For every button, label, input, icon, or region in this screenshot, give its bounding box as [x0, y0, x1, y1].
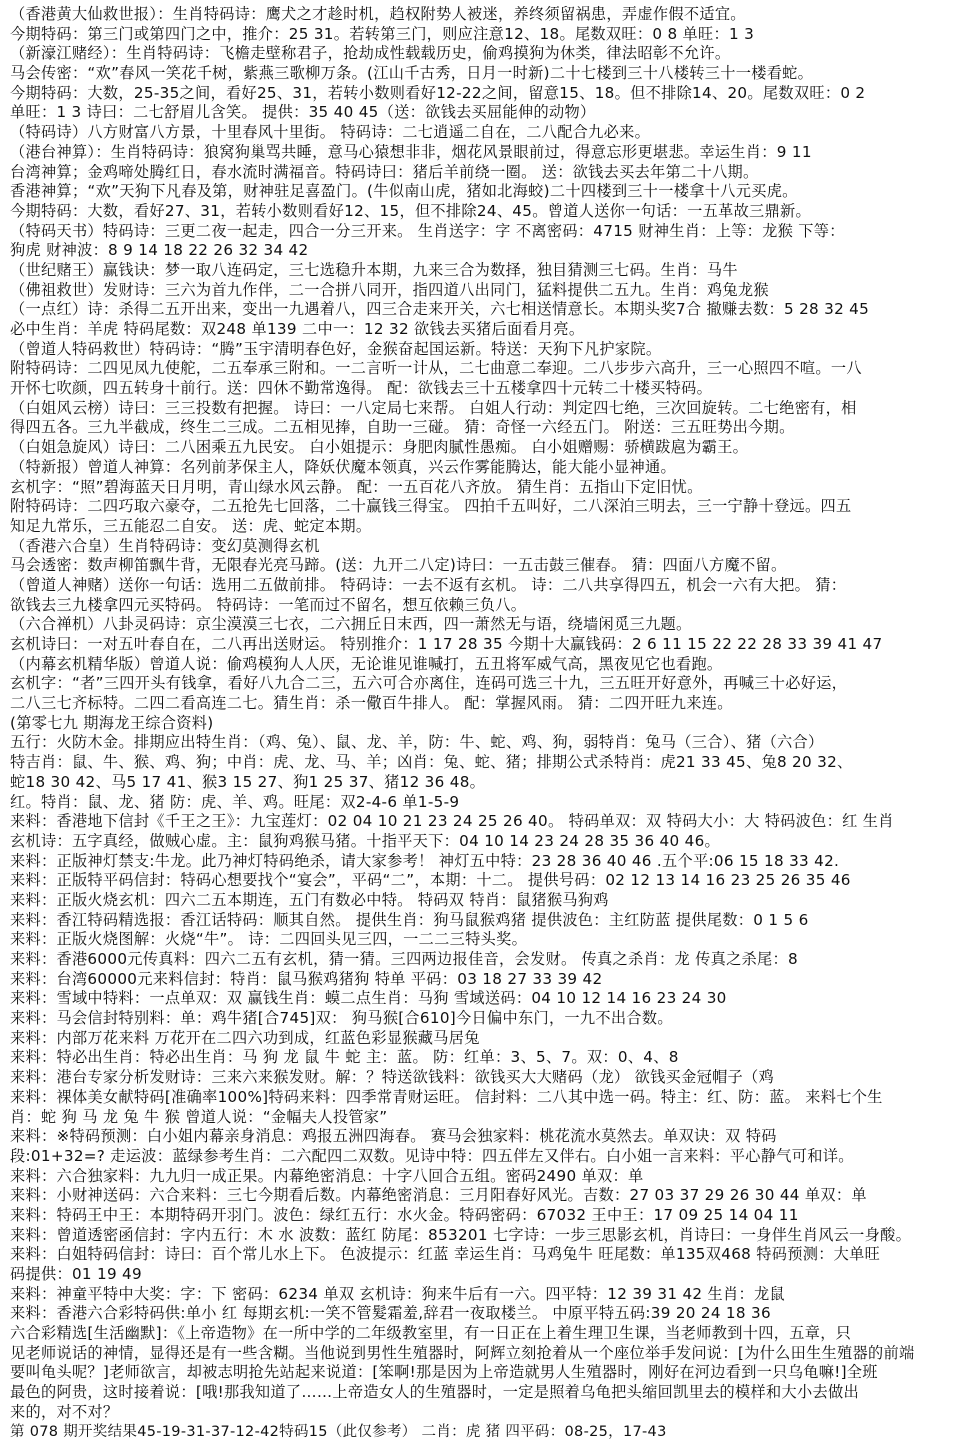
- text-line: （六合禅机）八卦灵码诗：京尘漠漠三七衣，二六拥丘日末西，四一萧然无与语，绕墙闲觅三九题。: [10, 615, 962, 635]
- text-line: （一点红）诗：杀得二五开出来，变出一九遇着八，四三合走来开关，六七相送情意长。本期头奖7合 撤赚去数：5 28 32 45: [10, 300, 962, 320]
- text-line: 台湾神算；金鸡啼处腾红日，春水流时满福音。特码诗曰：猪后羊前绕一圈。 送：欲钱去买去年第二十八期。: [10, 163, 962, 183]
- text-line: 肖：蛇 狗 马 龙 兔 牛 猴 曾道人说：“金幅夫人投管家”: [10, 1108, 962, 1128]
- text-line: 码提供：01 19 49: [10, 1265, 962, 1285]
- text-line: 要叫龟头呢？]老师欲言，却被志明抢先站起来说道：[笨啊!那是因为上帝造就男人生殖器时，刚好在河边看到一只乌龟嘛!]全班: [10, 1363, 962, 1383]
- text-line: （特码天书）特码诗：三更二夜一起走，四合一分三开来。 生肖送字：字 不离密码：4715 财神生肖：上等：龙猴 下等：: [10, 222, 962, 242]
- text-line: 来料：香港6000元传真料：四六二五有玄机，猜一猜。三四两边报佳音，会发财。 传真之杀肖：龙 传真之杀尾：8: [10, 950, 962, 970]
- text-line: （佛祖救世）发财诗：三六为首九作伴，二一合拼八同开，指四道八出同门，猛料提供二五九。生肖：鸡兔龙猴: [10, 281, 962, 301]
- text-line: 来料：内部万花来料 万花开在二四六功到成，红蓝色彩显猴藏马居兔: [10, 1029, 962, 1049]
- text-line: 特吉肖：鼠、牛、猴、鸡、狗；中肖：虎、龙、马、羊；凶肖：兔、蛇、猪；排期公式杀特肖：虎21 33 45、兔8 20 32、: [10, 753, 962, 773]
- text-line: 来料：雪域中特料：一点单双：双 赢钱生肖：蟆二点生肖：马狗 雪域送码：04 10 12 14 16 23 24 30: [10, 989, 962, 1009]
- text-line: 来料：小财神送码：六合来料：三七今期看后数。内幕绝密消息：三月阳春好风光。吉数：27 03 37 29 26 30 44 单双：单: [10, 1186, 962, 1206]
- text-line: 来料：台湾60000元来料信封：特肖：鼠马猴鸡猪狗 特单 平码：03 18 27 33 39 42: [10, 970, 962, 990]
- text-line: 来料：香港六合彩特码供:单小 红 每期玄机:一笑不管髮霜羞,辞君一夜取楼兰。 中原平特五码:39 20 24 18 36: [10, 1304, 962, 1324]
- text-line: 六合彩精选[生活幽默]：《上帝造物》在一所中学的二年级教室里，有一日正在上着生理卫生课，当老师教到十四，五章，只: [10, 1324, 962, 1344]
- text-line: 单旺：1 3 诗曰：二七舒眉儿含笑。 提供：35 40 45（送：欲钱去买屈能伸的动物）: [10, 103, 962, 123]
- text-line: （曾道人神赌）送你一句话：选用二五做前排。 特码诗：一去不返有玄机。 诗：二八共享得四五，机会一六有大把。 猜：: [10, 576, 962, 596]
- draw-result-footer: 第 078 期开奖结果45-19-31-37-12-42特码15（此仅参考） 二肖：虎 猪 四平码：08-25，17-43: [10, 1423, 962, 1442]
- text-line: 五行：火防木金。排期应出特生肖：（鸡、兔）、鼠、龙、羊，防：牛、蛇、鸡、狗，弱特肖：兔马（三合）、猪（六合）: [10, 733, 962, 753]
- text-line: 附特码诗：二四巧取六豪夺，二五抢先七回落，二十赢钱三得宝。 四拍千五叫好，二八深泊三明去，三一宁静十登远。四五: [10, 497, 962, 517]
- text-line: 来料：正版火烧图解：火烧“牛”。 诗：二四回头见三四，一二二三特头奖。: [10, 930, 962, 950]
- text-line: 来料：正版神灯禁支:牛龙。此乃神灯特码绝杀，请大家参考！ 神灯五中特：23 28 36 40 46 .五个平:06 15 18 33 42.: [10, 852, 962, 872]
- text-line: 蛇18 30 42、马5 17 41、猴3 15 27、狗1 25 37、猪12 36 48。: [10, 773, 962, 793]
- text-line: 玄机字：“者”三四开头有钱拿，看好八九合二三，五六可合亦离住，连码可选三十九，三五旺开好意外，再喊三十必好运，: [10, 674, 962, 694]
- text-line: 知足九常乐，三五能忍二自安。 送：虎、蛇定本期。: [10, 517, 962, 537]
- text-line: 玄机诗：五字真经，做贼心虚。主：鼠狗鸡猴马猪。十指平天下：04 10 14 23 24 28 35 36 40 46。: [10, 832, 962, 852]
- text-line: （新濠江赌经）：生肖特码诗：飞檐走壁称君子，抢劫成性载载历史，偷鸡摸狗为休类，律法昭彰不允许。: [10, 44, 962, 64]
- text-line: 马会透密：数声柳笛飘牛背，无限春光亮马蹄。(送：九开二八定)诗曰：一五击鼓三催春。 猜：四面八方魔不留。: [10, 556, 962, 576]
- text-body: [10, 5, 962, 1423]
- text-line: 来料：香港地下信封《千王之王》：九宝莲灯：02 04 10 21 23 24 25 26 40。 特码单双：双 特码大小：大 特码波色：红 生肖: [10, 812, 962, 832]
- text-line: 段:01+32=? 走运波：蓝绿参考生肖：二六配四二双数。见诗中特：四五伴左又伴右。白小姐一言来料：平心静气可和详。: [10, 1147, 962, 1167]
- text-line: 见老师说话的神情，显得还是有一些含糊。当他说到男性生殖器时，阿辉立刻抢着从一个座位举手发问说：[为什么田生生殖器的前端: [10, 1344, 962, 1364]
- text-line: 来料：正版特平码信封：特码心想要找个“宴会”，平码“二”，本期：十二。 提供号码：02 12 13 14 16 23 25 26 35 46: [10, 871, 962, 891]
- text-line: 玄机字：“照”碧海蓝天日月明，青山绿水风云静。 配：一五百花八齐放。 猜生肖：五指山下定旧忧。: [10, 478, 962, 498]
- text-line: 来料：神童平特中大奖：字：下 密码：6234 单双 玄机诗：狗来牛后有一六。四平特：12 39 31 42 生肖：龙鼠: [10, 1285, 962, 1305]
- text-line: （香港六合皇）生肖特码诗：变幻莫测得玄机: [10, 537, 962, 557]
- text-line: 最色的阿贵，这时接着说：[哦!那我知道了……上帝造女人的生殖器时，一定是照着乌龟把头缩回凯里去的模样和大小去做出: [10, 1383, 962, 1403]
- text-line: 玄机诗曰：一对五叶春自在，二八再出送财运。 特别推介：1 17 28 35 今期十大赢钱码：2 6 11 15 22 22 28 33 39 41 47: [10, 635, 962, 655]
- text-line: 必中生肖：羊虎 特码尾数：双248 单139 二中一：12 32 欲钱去买猪后面看月亮。: [10, 320, 962, 340]
- newspaper-sheet: [10, 5, 962, 1386]
- text-line: 马会传密：“欢”春风一笑花千树，紫燕三歌柳万条。(江山千古秀，日月一时新)二十七楼到三十八楼转三十一楼看蛇。: [10, 64, 962, 84]
- text-line: 今期特码：第三门或第四门之中，推介：25 31。若转第三门，则应注意12、18。尾数双旺：0 8 单旺：1 3: [10, 25, 962, 45]
- text-line: 今期特码：大数，看好27、31，若转小数则看好12、15，但不排除24、45。曾道人送你一句话：一五革故三鼎新。: [10, 202, 962, 222]
- text-line: （特码诗）八方财富八方景，十里春风十里街。 特码诗：二七逍遥二自在，二八配合九必来。: [10, 123, 962, 143]
- text-line: 来料：白姐特码信封：诗曰：百个常儿水上下。 色波提示：红蓝 幸运生肖：马鸡兔牛 旺尾数：单135双468 特码预测：大单旺: [10, 1245, 962, 1265]
- text-line: 来料：裸体美女献特码[准确率100%]特码来料：四季常青财运旺。 信封料：二八其中选一码。特主：红、防：蓝。 来料七个生: [10, 1088, 962, 1108]
- text-line: （白姐急旋风）诗曰：二八困乘五九民安。 白小姐提示：身肥肉腻性愚痴。 白小姐赠赐：骄横跋扈为霸王。: [10, 438, 962, 458]
- text-line: 来料：六合独家料：九九归一成正果。内幕绝密消息：十字八回合五组。密码2490 单双：单: [10, 1167, 962, 1187]
- text-line: （曾道人特码救世）特码诗：“腾”玉宇清明春色好，金猴奋起国运新。特送：天狗下凡护家院。: [10, 340, 962, 360]
- text-line: 香港神算；“欢”天狗下凡春及第，财神驻足喜盈门。(牛似南山虎，猪如北海蛟)二十四楼到三十一楼拿十八元买虎。: [10, 182, 962, 202]
- text-line: 来料：马会信封特别料：单：鸡牛猪[合745]双： 狗马猴[合610]今日偏中东门，一九不出合数。: [10, 1009, 962, 1029]
- text-line: 来料：曾道透密函信封：字内五行：木 水 波数：蓝红 防尾：853201 七字诗：一步三思影玄机，肖诗曰：一身伴生肖风云一身酸。: [10, 1226, 962, 1246]
- text-line: 来料：正版火烧玄机：四六二五本期连，五门有数必中特。 特码双 特肖：鼠猪猴马狗鸡: [10, 891, 962, 911]
- text-line: （香港黄大仙救世报）：生肖特码诗：鹰犬之才趁时机，趋权附势人被迷，养终须留祸患，弄虚作假不适宜。: [10, 5, 962, 25]
- text-line: 二八三七齐标特。二四二看高连二七。猜生肖：杀一儆百牛排人。 配：掌握风雨。 猜：二四开旺九来连。: [10, 694, 962, 714]
- text-line: 来料：特码王中王：本期特码开羽门。波色：绿红五行：水火金。特码密码：67032 王中王：17 09 25 14 04 11: [10, 1206, 962, 1226]
- text-line: 来的，对不对？: [10, 1403, 962, 1423]
- text-line: 附特码诗：二四见凤九使舵，二五奉承三附和。一二言听一计从，二七曲意二奉迎。二八步步六高升，三一心照四不喧。一八: [10, 359, 962, 379]
- text-line: 开怀七吹颜，四五转身十前行。送：四休不勤常逸得。 配：欲钱去三十五楼拿四十元转二十楼买特码。: [10, 379, 962, 399]
- text-line: 欲钱去三九楼拿四元买特码。 特码诗：一笔而过不留名，想互依赖三负八。: [10, 596, 962, 616]
- text-line: 红。特肖：鼠、龙、猪 防：虎、羊、鸡。旺尾：双2-4-6 单1-5-9: [10, 793, 962, 813]
- text-line: 来料：※特码预测：白小姐内幕亲身消息：鸡报五洲四海春。 赛马会独家料：桃花流水莫然去。单双诀：双 特码: [10, 1127, 962, 1147]
- text-line: 来料：香江特码精选报：香江话特码：顺其自然。 提供生肖：狗马鼠猴鸡猪 提供波色：主红防蓝 提供尾数：0 1 5 6: [10, 911, 962, 931]
- text-line: 得四五各。三九半截成，终生二三成。二五相见捧，自助一三碰。 猜：奇怪一六经五门。 附送：三五旺势出今期。: [10, 418, 962, 438]
- text-line: （港台神算）：生肖特码诗：狼窝狗巢骂共睡，意马心猿想非非，烟花风景眼前过，得意忘形更堪悲。幸运生肖：9 11: [10, 143, 962, 163]
- text-line: （内幕玄机精华版）曾道人说：偷鸡模狗人人厌，无论谁见谁喊打，五丑将军威气高，黑夜见它也看跑。: [10, 655, 962, 675]
- text-line: 狗虎 财神波：8 9 14 18 22 26 32 34 42: [10, 241, 962, 261]
- text-line: （世纪赌王）赢钱诀：梦一取八连码定，三七选稳升本期，九来三合为数择，独目猜测三七码。生肖：马牛: [10, 261, 962, 281]
- text-line: 来料：特必出生肖：特必出生肖：马 狗 龙 鼠 牛 蛇 主：蓝。 防：红单：3、5、7。双：0、4、8: [10, 1048, 962, 1068]
- text-line: （特新报）曾道人神算：名列前茅保主人，降妖伏魔本领真，兴云作雾能腾达，能大能小显神通。: [10, 458, 962, 478]
- text-line: 今期特码：大数，25-35之间，看好25、31，若转小数则看好12-22之间，留意15、18。但不排除14、20。尾数双旺：0 2: [10, 84, 962, 104]
- text-line: 来料：港台专家分析发财诗：三来六来猴发财。解：？特送欲钱料：欲钱买大大赌码（龙） 欲钱买金冠帽子（鸡: [10, 1068, 962, 1088]
- text-line: (第零七九 期海龙王综合资料): [10, 714, 962, 734]
- text-line: （白姐风云榜）诗曰：三三投数有把握。 诗曰：一八定局七来帮。 白姐人行动：判定四七绝，三次回旋转。二七绝密有，相: [10, 399, 962, 419]
